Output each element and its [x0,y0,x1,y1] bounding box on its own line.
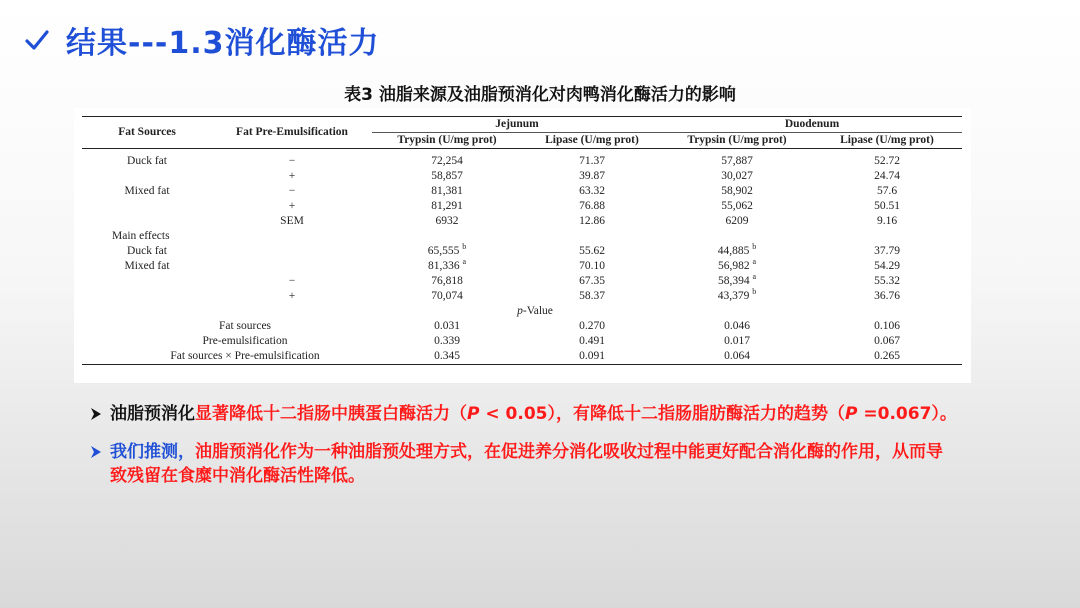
bullet-item [88,402,958,426]
cell-source [82,169,212,184]
cell-pre: + [288,169,296,182]
cell-pre: − [288,184,296,197]
cell-jejunum-trypsin: 76,818 [431,274,463,287]
cell-source [82,274,212,289]
cell-pre [212,244,372,259]
cell-duodenum-lipase: 52.72 [874,154,900,167]
cell-jejunum-lipase: 71.37 [579,154,605,167]
cell-p-value: 0.031 [434,319,460,332]
table-row [82,154,962,169]
cell-source [82,199,212,214]
cell-duodenum-trypsin: 58,394 $^a$ [717,271,757,287]
table-row [82,169,962,184]
cell-duodenum-trypsin: 43,379 $^b$ [717,286,757,302]
main-effects-label: Main effects [112,229,170,242]
header-duodenum: Duodenum [662,117,962,133]
pvalue-header: p-Value [517,304,553,317]
cell-p-value: 0.270 [579,319,605,332]
table-caption: 表3 油脂来源及油脂预消化对肉鸭消化酶活力的影响 [344,85,736,105]
cell-p-value: 0.345 [434,349,460,362]
table-row [82,304,962,319]
cell-source: Duck fat [127,244,167,257]
header-duodenum-lipase: Lipase (U/mg prot) [840,134,934,146]
cell-jejunum-trypsin: 81,291 [431,199,463,212]
bullet-item [88,440,958,488]
cell-source [82,214,212,229]
check-icon [22,25,52,55]
title-text: 结果---1.3消化酶活力 [66,26,380,61]
slide-title [22,18,380,62]
cell-source [82,289,212,304]
cell-jejunum-lipase: 63.32 [579,184,605,197]
cell-jejunum-trypsin: 70,074 [431,289,463,302]
cell-duodenum-lipase: 57.6 [876,184,898,197]
cell-p-value: 0.046 [724,319,750,332]
cell-duodenum-lipase: 50.51 [874,199,900,212]
cell-duodenum-trypsin: 44,885 $^b$ [717,241,757,257]
table-row [82,214,962,229]
cell-p-value: 0.017 [724,334,750,347]
cell-jejunum-trypsin: 81,336 $^a$ [427,256,467,272]
cell-p-value: 0.106 [874,319,900,332]
arrow-bullet-icon [88,406,104,422]
cell-jejunum-lipase: 12.86 [579,214,605,227]
cell-p-label: Fat sources × Pre-emulsification [170,349,320,362]
table-row [82,274,962,289]
cell-duodenum-trypsin: 56,982 $^a$ [717,256,757,272]
cell-jejunum-lipase: 58.37 [579,289,605,302]
header-fat-sources: Fat Sources [82,117,212,149]
cell-p-value: 0.091 [579,349,605,362]
cell-duodenum-lipase: 37.79 [874,244,900,257]
cell-duodenum-lipase: 24.74 [874,169,900,182]
cell-duodenum-trypsin: 6209 [725,214,749,227]
header-jejunum-trypsin: Trypsin (U/mg prot) [397,134,497,146]
cell-p-value: 0.265 [874,349,900,362]
bullet-text: 我们推测，油脂预消化作为一种油脂预处理方式，在促进养分消化吸收过程中能更好配合消化酶的作用，从而导致残留在食糜中消化酶活性降低。 [110,442,943,486]
header-duodenum-trypsin: Trypsin (U/mg prot) [687,134,787,146]
bullet-list [88,402,958,502]
cell-p-value: 0.491 [579,334,605,347]
cell-jejunum-lipase: 76.88 [579,199,605,212]
cell-pre: + [288,289,296,302]
table-row [82,259,962,274]
cell-duodenum-trypsin: 30,027 [721,169,753,182]
cell-pre: − [288,274,296,287]
table-row [82,334,962,349]
cell-jejunum-trypsin: 6932 [435,214,459,227]
table-row [82,289,962,304]
cell-jejunum-trypsin: 58,857 [431,169,463,182]
cell-pre: + [288,199,296,212]
cell-source: Mixed fat [124,184,170,197]
cell-p-label: Fat sources [218,319,272,332]
cell-source: Mixed fat [124,259,170,272]
cell-duodenum-lipase: 54.29 [874,259,900,272]
cell-jejunum-trypsin: 81,381 [431,184,463,197]
table-panel [74,108,971,383]
table-row [82,244,962,259]
cell-pre: SEM [280,214,304,227]
cell-p-value: 0.067 [874,334,900,347]
cell-duodenum-trypsin: 55,062 [721,199,753,212]
table-row [82,319,962,334]
cell-source: Duck fat [127,154,167,167]
header-pre-emulsification: Fat Pre-Emulsification [212,117,372,149]
cell-p-value: 0.064 [724,349,750,362]
table-row [82,184,962,199]
cell-duodenum-lipase: 36.76 [874,289,900,302]
arrow-bullet-icon [88,444,104,460]
cell-pre [212,259,372,274]
cell-p-label: Pre-emulsification [202,334,288,347]
cell-duodenum-lipase: 9.16 [876,214,898,227]
cell-jejunum-lipase: 70.10 [579,259,605,272]
cell-jejunum-lipase: 55.62 [579,244,605,257]
cell-jejunum-lipase: 67.35 [579,274,605,287]
table-row [82,199,962,214]
cell-duodenum-lipase: 55.32 [874,274,900,287]
cell-jejunum-lipase: 39.87 [579,169,605,182]
table-row [82,229,962,244]
cell-jejunum-trypsin: 65,555 $^b$ [427,241,467,257]
header-jejunum-lipase: Lipase (U/mg prot) [545,134,639,146]
cell-jejunum-trypsin: 72,254 [431,154,463,167]
cell-duodenum-trypsin: 57,887 [721,154,753,167]
table-row [82,349,962,365]
cell-p-value: 0.339 [434,334,460,347]
cell-pre: − [288,154,296,167]
bullet-text: 油脂预消化显著降低十二指肠中胰蛋白酶活力（P < 0.05），有降低十二指肠脂肪酶活力的趋势（P =0.067）。 [110,404,957,424]
header-jejunum: Jejunum [372,117,662,133]
enzyme-table [82,116,962,365]
cell-duodenum-trypsin: 58,902 [721,184,753,197]
